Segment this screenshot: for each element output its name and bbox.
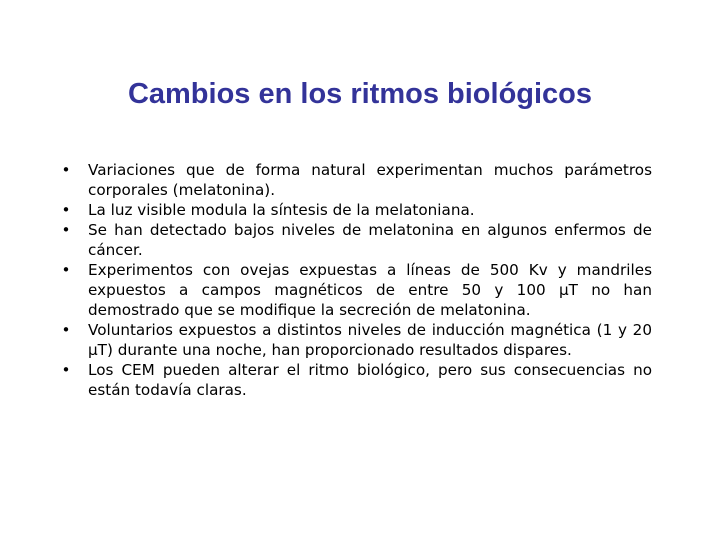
bullet-text: Los CEM pueden alterar el ritmo biológico, pero sus consecuencias no están todavía claras.	[88, 361, 652, 399]
bullet-text: La luz visible modula la síntesis de la melatoniana.	[88, 201, 475, 219]
list-item	[56, 160, 652, 200]
bullet-text: Variaciones que de forma natural experimentan muchos parámetros corporales (melatonina).	[88, 161, 652, 199]
slide-title: Cambios en los ritmos biológicos	[127, 78, 593, 110]
bullet-icon: •	[61, 161, 71, 179]
list-item	[56, 200, 652, 220]
bullet-icon: •	[61, 321, 71, 339]
bullet-text: Voluntarios expuestos a distintos niveles de inducción magnética (1 y 20 µT) durante una noche, han proporcionado resultados dispares.	[88, 321, 652, 359]
list-item	[56, 220, 652, 260]
bullet-text: Experimentos con ovejas expuestas a líneas de 500 Kv y mandriles expuestos a campos magnéticos de entre 50 y 100 µT no han demostrado que se modifique la secreción de melatonina.	[88, 261, 652, 319]
list-item	[56, 320, 652, 360]
bullet-icon: •	[61, 221, 71, 239]
list-item	[56, 260, 652, 320]
bullet-icon: •	[61, 201, 71, 219]
bullet-list	[56, 160, 652, 400]
bullet-text: Se han detectado bajos niveles de melatonina en algunos enfermos de cáncer.	[88, 221, 652, 259]
bullet-icon: •	[61, 261, 71, 279]
list-item	[56, 360, 652, 400]
bullet-icon: •	[61, 361, 71, 379]
